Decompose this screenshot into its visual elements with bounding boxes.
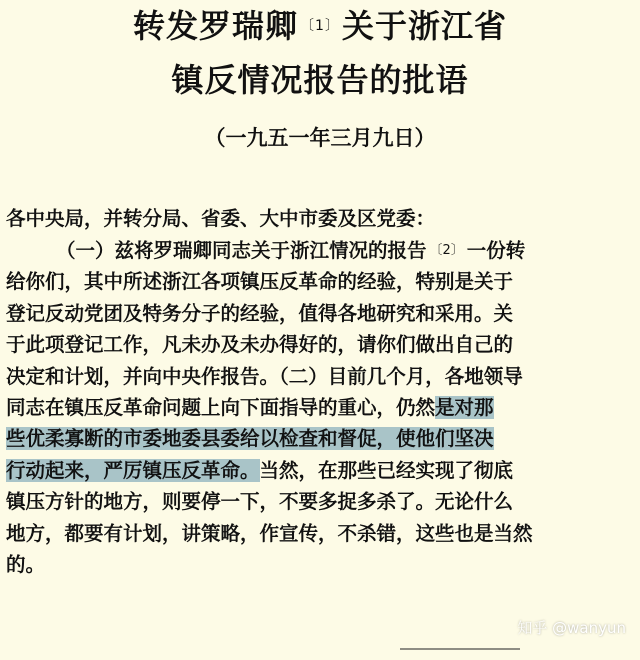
paragraph-line: 地方，都要有计划，讲策略，作宣传，不杀错，这些也是当然	[6, 521, 533, 545]
highlighted-text: 是对那	[435, 396, 494, 420]
paragraph-line: 给你们，其中所述浙江各项镇压反革命的经验，特别是关于	[6, 270, 514, 294]
line-text: （一）兹将罗瑞卿同志关于浙江情况的报告	[56, 239, 427, 262]
watermark: 知乎 @wanyun	[517, 619, 626, 637]
title-footnote-marker[interactable]: 〔1〕	[300, 18, 340, 34]
document-title-line-1	[0, 6, 640, 46]
paragraph-line: 镇压方针的地方，则要停一下，不要多捉多杀了。无论什么	[6, 490, 514, 514]
paragraph-line	[6, 392, 634, 423]
footnote-marker[interactable]: 〔2〕	[429, 243, 464, 258]
line-text: 一份转	[466, 239, 526, 262]
line-text: 同志在镇压反革命问题上向下面指导的重心，仍然	[6, 396, 436, 420]
title-text-part-1: 转发罗瑞卿	[133, 7, 299, 45]
paragraph-line: 于此项登记工作，凡未办及未办得好的，请你们做出自己的	[6, 333, 514, 357]
paragraph-line: 的。	[6, 553, 46, 577]
cut-off-text-fragment	[400, 648, 520, 660]
line-text: 当然，在那些已经实现了彻底	[259, 458, 514, 482]
title-text-part-2: 关于浙江省	[341, 7, 507, 45]
paragraph-line: 登记反动党团及特务分子的经验，值得各地研究和采用。关	[6, 301, 514, 325]
salutation: 各中央局，并转分局、省委、大中市委及区党委：	[6, 207, 436, 230]
document-title-line-2: 镇反情况报告的批语	[171, 61, 469, 99]
document-date: （一九五一年三月九日）	[204, 126, 436, 150]
highlighted-text: 行动起来，严厉镇压反革命。	[6, 458, 260, 482]
paragraph-line	[6, 423, 634, 454]
highlighted-text: 些优柔寡断的市委地委县委给以检查和督促，使他们坚决	[6, 427, 494, 451]
paragraph-line	[6, 235, 634, 266]
body-paragraph	[6, 235, 634, 580]
paragraph-line: 决定和计划，并向中央作报告。（二）目前几个月，各地领导	[6, 364, 523, 388]
paragraph-line	[6, 455, 634, 486]
